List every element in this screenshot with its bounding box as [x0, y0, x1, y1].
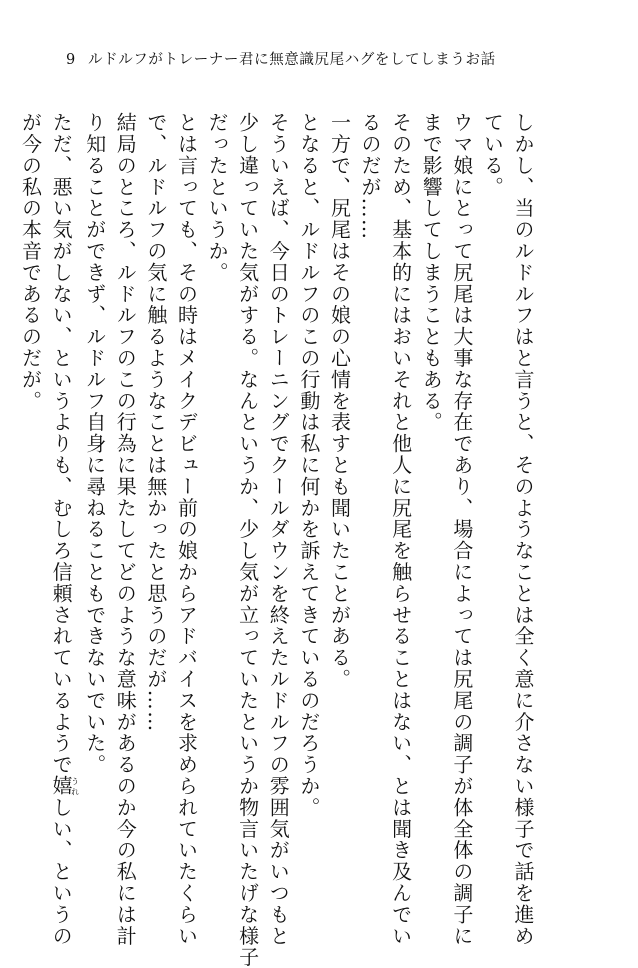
text-column-with-ruby: ただ、悪い気がしない、というよりも、むしろ信頼されているようで嬉うれしい、というの	[49, 112, 80, 947]
text-column: まで影響してしまうこともある。	[419, 112, 444, 433]
text-column: となると、ルドルフのこの行動は私に何かを訴えてきているのだろうか。	[296, 112, 321, 819]
text-column: るのだが……	[358, 112, 383, 241]
text-column: り知ることができず、ルドルフ自身に尋ねることもできないでいた。	[82, 112, 107, 776]
text-column: 一方で、尻尾はその娘の心情を表すとも聞いたことがある。	[327, 112, 352, 690]
text-column: が今の私の本音であるのだが。	[18, 112, 43, 412]
page-header	[66, 50, 598, 70]
text-column: ている。	[480, 112, 505, 198]
text-column: 少し違っていた気がする。なんというか、少し気が立っていたというか物言いたげな様子	[235, 112, 260, 968]
text-column: ウマ娘にとって尻尾は大事な存在であり、場合によっては尻尾の調子が体全体の調子に	[449, 112, 474, 947]
text-column: 結局のところ、ルドルフのこの行為に果たしてどのような意味があるのか今の私には計	[113, 112, 138, 947]
chapter-title: ルドルフがトレーナー君に無意識尻尾ハグをしてしまうお話	[88, 52, 496, 68]
text-column: で、ルドルフの気に触るようなことは無かったと思うのだが……	[143, 112, 168, 733]
text-column: だったというか。	[205, 112, 230, 284]
ruby-reading: うれ	[70, 775, 80, 797]
text-column: そのため、基本的にはおいそれと他人に尻尾を触らせることはない、とは聞き及んでい	[388, 112, 413, 947]
page-number: 9	[66, 52, 76, 68]
text-column: とは言っても、その時はメイクデビュー前の娘からアドバイスを求められていたくらい	[174, 112, 199, 947]
body-text	[15, 112, 538, 968]
ruby-annotation: 嬉うれ	[49, 775, 80, 797]
text-column: そういえば、今日のトレーニングでクールダウンを終えたルドルフの雰囲気がいつもと	[266, 112, 291, 947]
text-column: しかし、当のルドルフはと言うと、そのようなことは全く意に介さない様子で話を進め	[511, 112, 535, 947]
